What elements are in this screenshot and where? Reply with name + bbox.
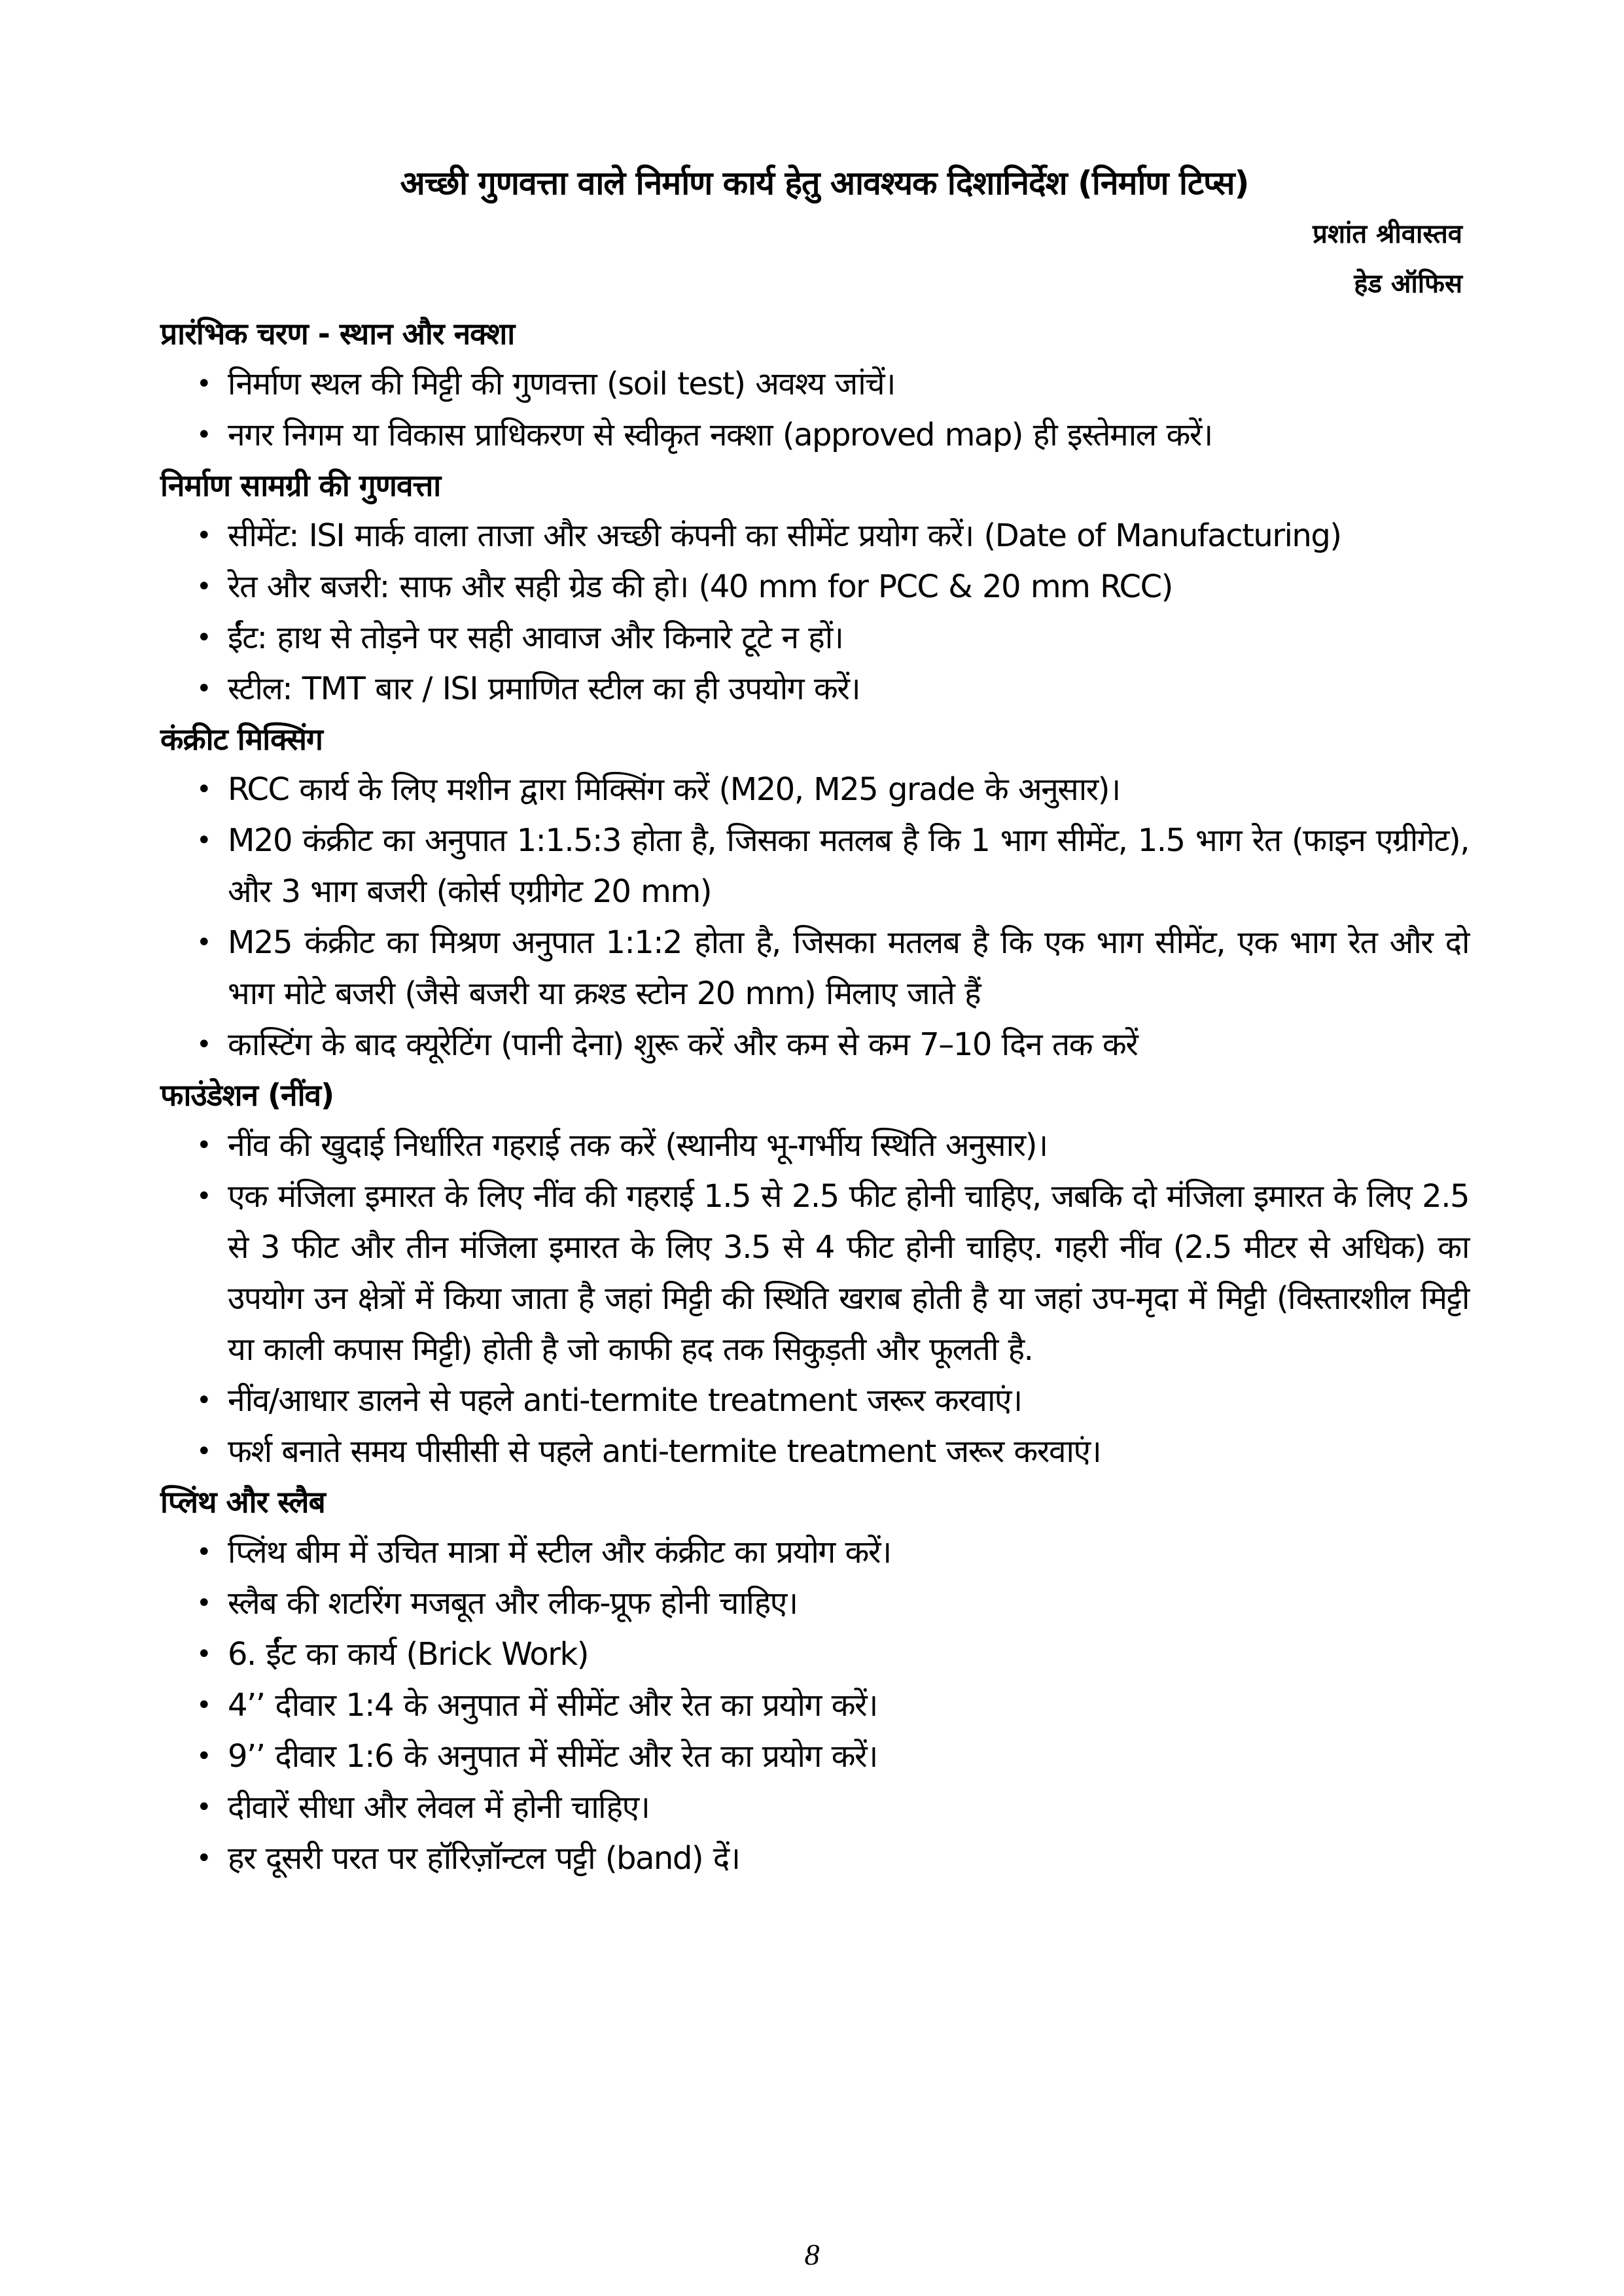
bullet-list [160,1120,1469,1477]
list-item [160,561,1469,612]
bullet-icon: • [196,1843,211,1873]
bullet-icon: • [196,674,211,704]
list-item [160,1629,1469,1680]
page-number: 8 [804,2238,820,2271]
section-heading: निर्माण सामग्री की गुणवत्ता [160,468,441,503]
section-heading: प्रारंभिक चरण - स्थान और नक्शा [160,316,515,351]
list-item [160,1171,1469,1375]
section [160,714,1469,1070]
bullet-list [160,358,1469,461]
list-item [160,510,1469,561]
list-item [160,1019,1469,1070]
section [160,309,1469,461]
list-item-text: नींव/आधार डालने से पहले anti-termite treatment जरूर करवाएं। [228,1382,1022,1419]
bullet-list [160,1527,1469,1884]
bullet-icon: • [196,1639,211,1669]
list-item [160,1375,1469,1426]
list-item-text: स्टील: TMT बार / ISI प्रमाणित स्टील का ही उपयोग करें। [228,670,860,707]
list-item [160,1833,1469,1884]
author-block [160,209,1469,309]
list-item [160,409,1469,461]
author-name: प्रशांत श्रीवास्तव [1313,219,1462,249]
bullet-icon: • [196,1690,211,1720]
bullet-icon: • [196,1792,211,1822]
section [160,1477,1469,1884]
list-item-text: ईंट: हाथ से तोड़ने पर सही आवाज और किनारे टूटे न हों। [228,619,843,656]
document-title: अच्छी गुणवत्ता वाले निर्माण कार्य हेतु आवश्यक दिशानिर्देश (निर्माण टिप्स) [400,164,1249,202]
bullet-icon: • [196,774,211,805]
list-item-text: नगर निगम या विकास प्राधिकरण से स्वीकृत नक्शा (approved map) ही इस्तेमाल करें। [228,417,1212,453]
list-item [160,1578,1469,1629]
bullet-icon: • [196,1436,211,1467]
bullet-icon: • [196,420,211,450]
list-item-text: 6. ईंट का कार्य (Brick Work) [228,1636,588,1673]
bullet-icon: • [196,1741,211,1771]
sections-container [160,309,1469,1884]
bullet-icon: • [196,369,211,399]
bullet-list [160,764,1469,1070]
list-item [160,764,1469,815]
list-item [160,1426,1469,1477]
section-heading: प्लिंथ और स्लैब [160,1484,325,1520]
list-item [160,917,1469,1019]
list-item-text: दीवारें सीधा और लेवल में होनी चाहिए। [228,1789,650,1826]
list-item-text: प्लिंथ बीम में उचित मात्रा में स्टील और कंक्रीट का प्रयोग करें। [228,1534,891,1571]
list-item [160,1782,1469,1833]
bullet-icon: • [196,928,211,958]
section-heading: कंक्रीट मिक्सिंग [160,722,323,757]
list-item [160,1680,1469,1731]
bullet-icon: • [196,1030,211,1060]
list-item-text: एक मंजिला इमारत के लिए नींव की गहराई 1.5 से 2.5 फीट होनी चाहिए, जबकि दो मंजिला इमारत के लिए 2.5 से 3 फीट और तीन मंजिला इमारत के लिए 3.5 से 4 फीट होनी चाहिए. गहरी नींव (2.5 मीटर से अधिक) का उपयोग उन क्षेत्रों में किया जाता है जहां मिट्टी की स्थिति खराब होती है या जहां उप-मृदा में मिट्टी (विस्तारशील मिट्टी या काली कपास मिट्टी) होती है जो काफी हद तक सिकुड़ती और फूलती है. [228,1178,1469,1368]
bullet-icon: • [196,1130,211,1160]
bullet-icon: • [196,1588,211,1618]
list-item [160,1120,1469,1171]
author-office: हेड ऑफिस [1354,269,1462,299]
list-item-text: हर दूसरी परत पर हॉरिज़ॉन्टल पट्टी (band) दें। [228,1840,740,1877]
list-item-text: M20 कंक्रीट का अनुपात 1:1.5:3 होता है, जिसका मतलब है कि 1 भाग सीमेंट, 1.5 भाग रेत (फाइन एग्रीगेट), और 3 भाग बजरी (कोर्स एग्रीगेट 20 mm) [228,822,1469,910]
bullet-icon: • [196,572,211,602]
bullet-icon: • [196,521,211,551]
list-item-text: फर्श बनाते समय पीसीसी से पहले anti-termite treatment जरूर करवाएं। [228,1433,1101,1470]
bullet-icon: • [196,826,211,856]
bullet-icon: • [196,1537,211,1567]
list-item-text: रेत और बजरी: साफ और सही ग्रेड की हो। (40 mm for PCC & 20 mm RCC) [228,568,1173,605]
list-item [160,1527,1469,1578]
list-item-text: RCC कार्य के लिए मशीन द्वारा मिक्सिंग करें (M20, M25 grade के अनुसार)। [228,771,1120,808]
section-heading: फाउंडेशन (नींव) [160,1077,334,1113]
list-item-text: 9’’ दीवार 1:6 के अनुपात में सीमेंट और रेत का प्रयोग करें। [228,1738,877,1775]
list-item [160,1731,1469,1782]
list-item-text: स्लैब की शटरिंग मजबूत और लीक-प्रूफ होनी चाहिए। [228,1585,798,1622]
section [160,461,1469,714]
list-item-text: सीमेंट: ISI मार्क वाला ताजा और अच्छी कंपनी का सीमेंट प्रयोग करें। (Date of Manufacturing) [228,517,1341,554]
bullet-list [160,510,1469,714]
bullet-icon: • [196,1181,211,1211]
section [160,1070,1469,1477]
list-item [160,612,1469,663]
list-item-text: कास्टिंग के बाद क्यूरेटिंग (पानी देना) शुरू करें और कम से कम 7–10 दिन तक करें [228,1026,1138,1063]
list-item-text: निर्माण स्थल की मिट्टी की गुणवत्ता (soil test) अवश्य जांचें। [228,366,895,402]
bullet-icon: • [196,623,211,653]
list-item [160,663,1469,714]
list-item [160,815,1469,917]
list-item-text: 4’’ दीवार 1:4 के अनुपात में सीमेंट और रेत का प्रयोग करें। [228,1687,877,1724]
document-page [160,157,1469,1884]
list-item-text: नींव की खुदाई निर्धारित गहराई तक करें (स्थानीय भू-गर्भीय स्थिति अनुसार)। [228,1127,1048,1164]
list-item-text: M25 कंक्रीट का मिश्रण अनुपात 1:1:2 होता है, जिसका मतलब है कि एक भाग सीमेंट, एक भाग रेत और दो भाग मोटे बजरी (जैसे बजरी या क्रश्ड स्टोन 20 mm) मिलाए जाते हैं [228,924,1469,1012]
list-item [160,358,1469,409]
bullet-icon: • [196,1385,211,1416]
